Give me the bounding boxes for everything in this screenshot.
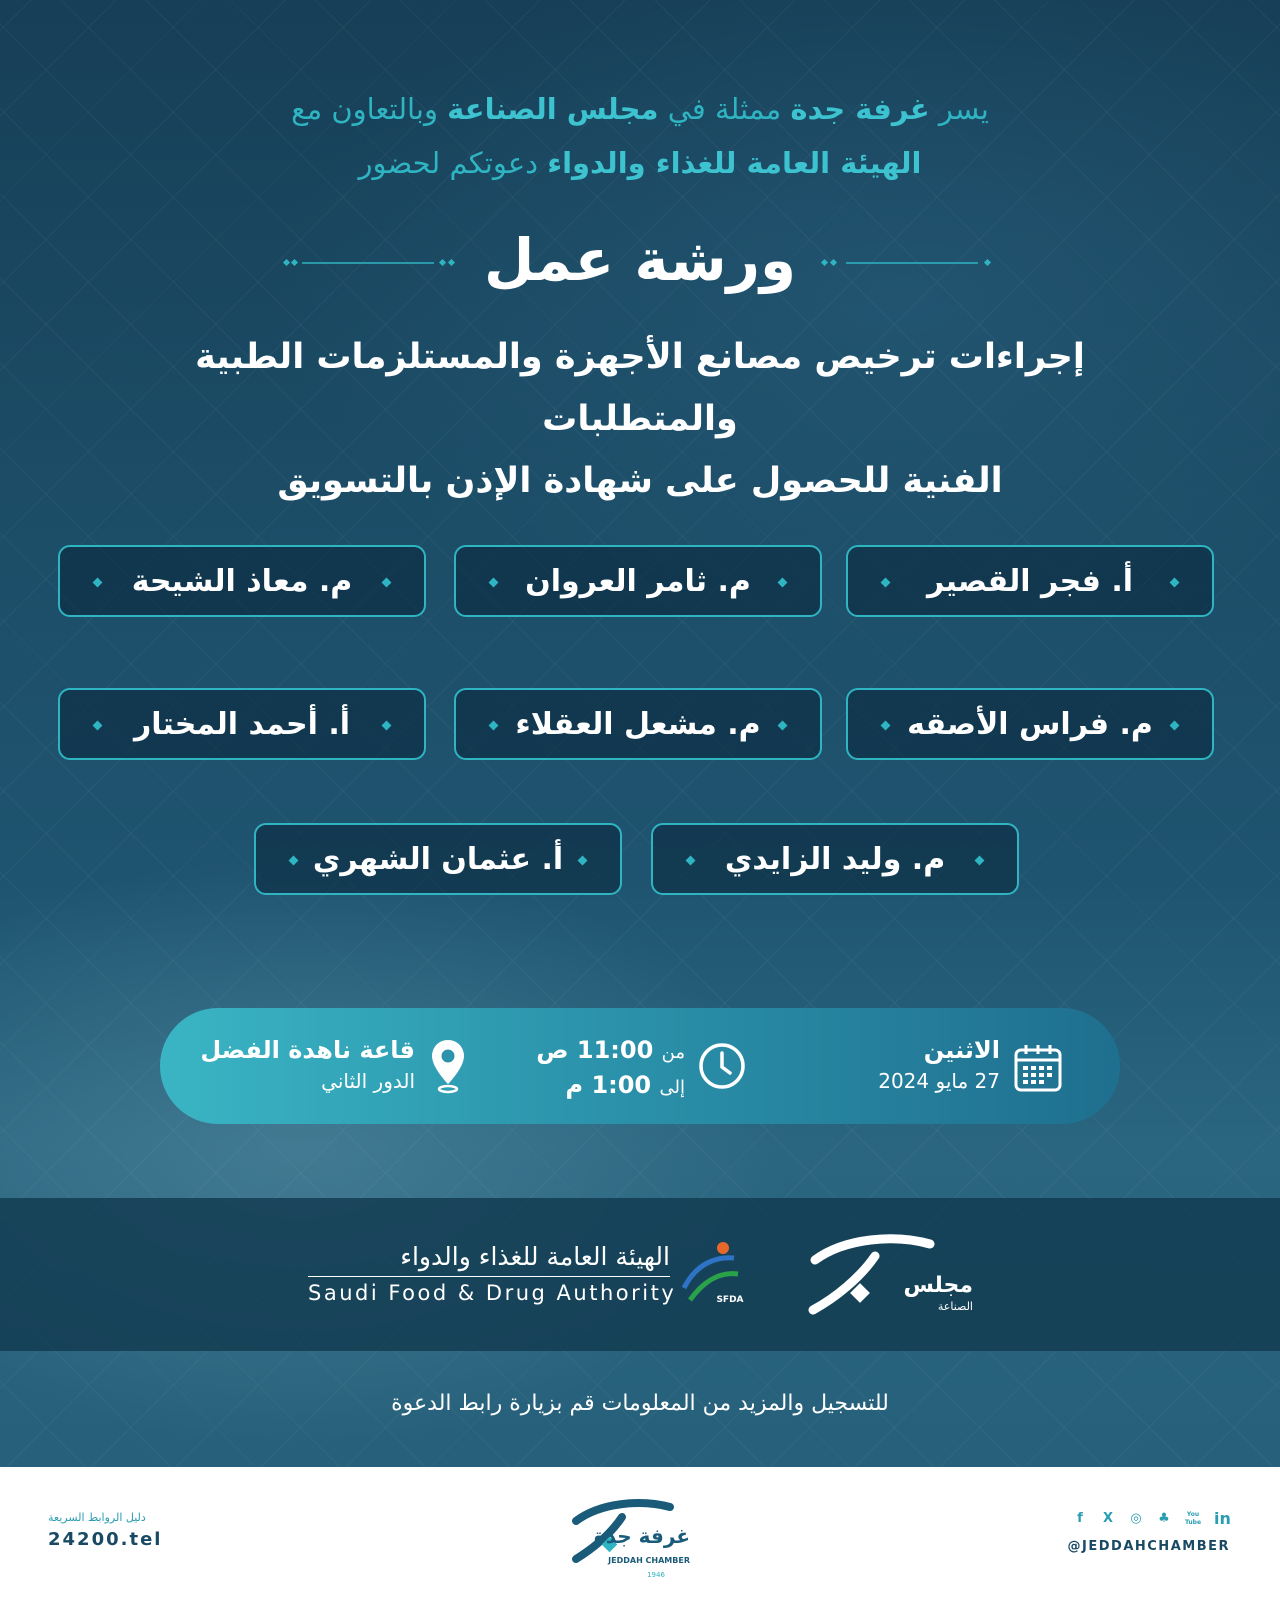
intro-highlight-chamber: غرفة جدة	[790, 92, 930, 126]
event-date: 27 مايو 2024	[878, 1069, 1000, 1093]
diamond-icon	[881, 721, 891, 731]
decorative-line-right	[820, 256, 998, 270]
diamond-icon	[1170, 721, 1180, 731]
speaker-name	[725, 842, 945, 877]
speaker-name	[515, 707, 760, 742]
council-logo-text-top: مجلس	[903, 1273, 973, 1298]
calendar-icon	[1013, 1043, 1063, 1093]
chamber-founding-year: 1946	[647, 1571, 665, 1579]
social-links	[1072, 1511, 1230, 1527]
speaker-name	[927, 564, 1133, 599]
quick-links-url[interactable]: 24200.tel	[48, 1529, 163, 1550]
speaker-title-prefix: م.	[1119, 706, 1153, 742]
intro-text-segment: دعوتكم لحضور	[358, 146, 548, 180]
event-venue: قاعة ناهدة الفضل	[200, 1036, 415, 1064]
time-from-label: من	[661, 1042, 685, 1063]
sfda-name-arabic: الهيئة العامة للغذاء والدواء	[400, 1242, 670, 1271]
diamond-icon	[489, 721, 499, 731]
speaker-name-text: عثمان الشهري	[312, 841, 532, 877]
speaker-name-text: فجر القصير	[926, 563, 1101, 599]
instagram-icon[interactable]: ◎	[1130, 1511, 1142, 1526]
intro-line-2	[160, 136, 1120, 190]
speaker-name-text: معاذ الشيحة	[131, 563, 309, 599]
linkedin-icon[interactable]: in	[1214, 1509, 1231, 1528]
location-pin-icon	[430, 1038, 466, 1094]
speaker-card	[58, 545, 426, 617]
speaker-title-prefix: أ.	[328, 706, 350, 742]
speaker-name-text: فراس الأصقه	[907, 706, 1109, 742]
diamond-icon	[382, 578, 392, 588]
diamond-icon	[93, 578, 103, 588]
x-twitter-icon[interactable]: X	[1102, 1511, 1114, 1526]
diamond-icon	[578, 856, 588, 866]
speaker-name-text: مشعل العقلاء	[515, 706, 717, 742]
speaker-title-prefix: م.	[318, 563, 353, 599]
council-logo-text-bottom: الصناعة	[937, 1300, 973, 1313]
diamond-icon	[382, 721, 392, 731]
speaker-title-prefix: م.	[717, 563, 751, 599]
diamond-icon	[778, 578, 788, 588]
diamond-icon	[93, 721, 103, 731]
chamber-name-arabic: غرفة جدة	[593, 1524, 690, 1548]
speaker-card	[454, 545, 822, 617]
speaker-title-prefix: أ.	[1111, 563, 1134, 599]
event-day: الاثنين	[923, 1036, 1000, 1064]
youtube-icon[interactable]: You Tube	[1184, 1511, 1202, 1526]
sfda-logo-text	[308, 1240, 677, 1309]
speaker-title-prefix: م.	[911, 841, 946, 877]
speaker-name	[525, 564, 751, 599]
diamond-icon	[489, 578, 499, 588]
diamond-icon	[778, 721, 788, 731]
page-title: ورشة عمل	[483, 226, 797, 294]
time-to-label: إلى	[659, 1077, 685, 1098]
speaker-name-text: أحمد المختار	[134, 706, 318, 742]
event-venue-block	[190, 1034, 415, 1096]
quick-links-label: دليل الروابط السريعة	[48, 1511, 146, 1524]
intro-text-segment: ممثلة في	[658, 92, 791, 126]
speaker-name-text: وليد الزايدي	[724, 841, 902, 877]
diamond-icon	[289, 856, 299, 866]
speaker-title-prefix: أ.	[541, 841, 564, 877]
chamber-name-english: JEDDAH CHAMBER	[608, 1556, 690, 1565]
facebook-icon[interactable]: f	[1077, 1511, 1083, 1526]
intro-text	[160, 82, 1120, 190]
workshop-subtitle	[100, 326, 1180, 512]
sfda-name-english: Saudi Food & Drug Authority	[308, 1281, 677, 1305]
intro-text-segment: يسر	[929, 92, 989, 126]
speaker-card	[846, 688, 1214, 760]
speaker-card	[454, 688, 822, 760]
speaker-title-prefix: م.	[727, 706, 761, 742]
speaker-name	[907, 707, 1153, 742]
time-from: 11:00 ص	[536, 1036, 654, 1064]
event-date-block	[850, 1034, 1000, 1096]
jeddah-chamber-logo	[570, 1493, 710, 1585]
partner-logos-band	[0, 1198, 1280, 1351]
speaker-name	[134, 707, 350, 742]
snapchat-icon[interactable]: ♣	[1158, 1511, 1170, 1526]
sfda-abbreviation: SFDA	[716, 1295, 744, 1305]
speaker-card	[254, 823, 622, 895]
event-time-block	[536, 1034, 685, 1104]
event-floor: الدور الثاني	[321, 1069, 415, 1093]
speaker-name	[313, 842, 563, 877]
diamond-icon	[881, 578, 891, 588]
sfda-logo-mark	[676, 1238, 748, 1310]
industry-council-logo	[805, 1228, 985, 1318]
diamond-icon	[686, 856, 696, 866]
speaker-card	[58, 688, 426, 760]
time-to: 1:00 م	[565, 1071, 652, 1099]
intro-highlight-council: مجلس الصناعة	[447, 92, 659, 126]
intro-text-segment: وبالتعاون مع	[291, 92, 448, 126]
speaker-name	[132, 564, 353, 599]
subtitle-line-1: إجراءات ترخيص مصانع الأجهزة والمستلزمات الطبية والمتطلبات	[195, 337, 1085, 439]
registration-cta-text: للتسجيل والمزيد من المعلومات قم بزيارة رابط الدعوة	[391, 1391, 889, 1416]
diamond-icon	[1170, 578, 1180, 588]
social-handle[interactable]: @JEDDAHCHAMBER	[1067, 1539, 1230, 1554]
clock-icon	[698, 1042, 746, 1090]
diamond-icon	[975, 856, 985, 866]
speaker-name-text: ثامر العروان	[525, 563, 708, 599]
subtitle-line-2: الفنية للحصول على شهادة الإذن بالتسويق	[277, 461, 1003, 501]
speaker-card	[651, 823, 1019, 895]
intro-highlight-sfda: الهيئة العامة للغذاء والدواء	[547, 146, 922, 180]
speaker-card	[846, 545, 1214, 617]
event-info-bar	[160, 1008, 1120, 1124]
footer	[0, 1467, 1280, 1600]
intro-line-1	[160, 82, 1120, 136]
title-row	[0, 220, 1280, 300]
